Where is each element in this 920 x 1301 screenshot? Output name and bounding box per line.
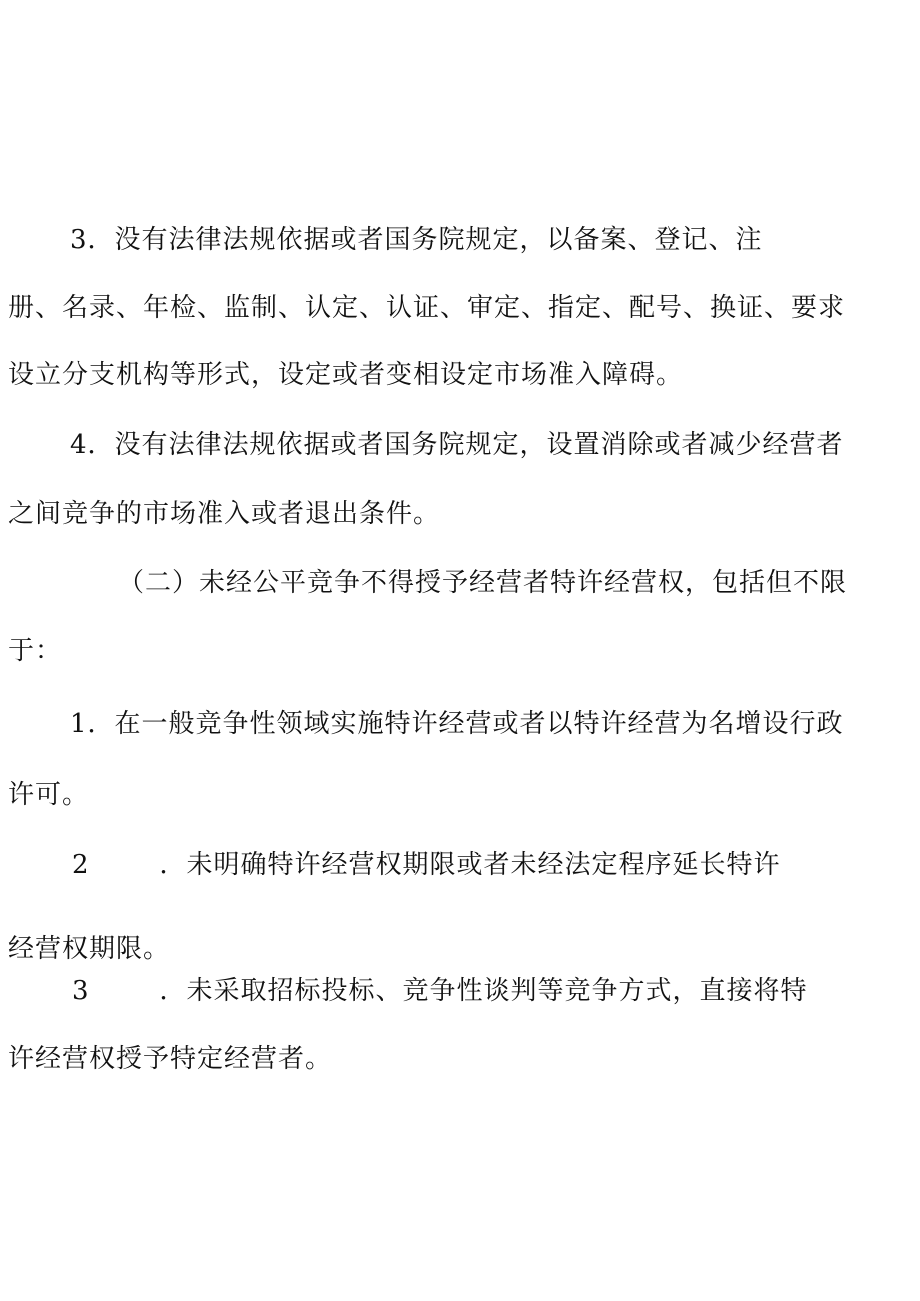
item-b1-line2: 许可。 [8,780,90,810]
item-b1-text: ．在一般竞争性领域实施特许经营或者以特许经营为名增设行政 [87,709,844,739]
item-a4-line2: 之间竞争的市场准入或者退出条件。 [8,499,441,529]
item-a3-line2: 册、名录、年检、监制、认定、认证、审定、指定、配号、换证、要求 [8,293,846,323]
item-a3-line1 [70,222,763,258]
section-2-heading-line1: （二）未经公平竞争不得授予经营者特许经营权，包括但不限 [118,568,848,598]
item-a3-number: 3 [70,225,88,255]
item-a4-text: ．没有法律法规依据或者国务院规定，设置消除或者减少经营者 [87,430,844,460]
item-b2-line2: 经营权期限。 [8,934,171,964]
item-b3-line1 [72,973,808,1009]
item-b2-number: 2 [72,850,90,880]
item-b1-line1 [70,706,844,742]
item-a4-number: 4 [70,430,88,460]
item-b2-line1 [72,847,781,883]
item-b2-text: ．未明确特许经营权期限或者未经法定程序延长特许 [159,850,781,880]
item-a4-line1 [70,427,844,463]
section-2-heading-line2: 于： [8,636,63,666]
item-b1-number: 1 [70,709,88,739]
item-a3-text: ．没有法律法规依据或者国务院规定，以备案、登记、注 [87,225,763,255]
item-a3-line3: 设立分支机构等形式，设定或者变相设定市场准入障碍。 [8,360,684,390]
item-b3-number: 3 [72,976,90,1006]
item-b3-text: ．未采取招标投标、竞争性谈判等竞争方式，直接将特 [159,976,808,1006]
item-b3-line2: 许经营权授予特定经营者。 [8,1044,333,1074]
